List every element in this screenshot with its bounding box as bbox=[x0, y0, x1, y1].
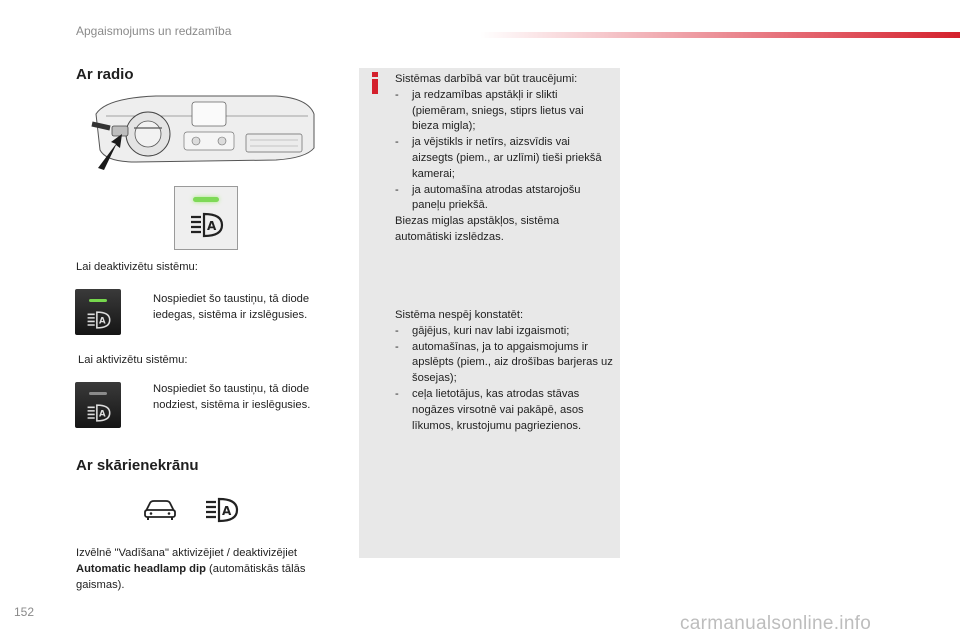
button-led-on-image bbox=[75, 289, 121, 335]
svg-text:A: A bbox=[222, 504, 232, 518]
svg-text:A: A bbox=[99, 409, 106, 420]
svg-text:A: A bbox=[207, 219, 217, 233]
button-zoom-illustration bbox=[174, 186, 238, 250]
info-paragraph-2: Sistēma nespēj konstatēt: - gājējus, kuri nav labi izgaismoti; - automašīnas, ja to apgaismojums ir apslēpts (piem., aiz drošības barjeras uz šosejas); - ceļa lietotājus, kas atrodas stāvas nogāzes virsotnē vai pakāpē, asos līkumos, krustojumu pagriezienos. bbox=[395, 309, 613, 432]
heading-touchscreen: Ar skārienekrānu bbox=[76, 457, 199, 474]
led-on-indicator bbox=[193, 197, 219, 202]
deactivate-intro: Lai deaktivizētu sistēmu: bbox=[76, 261, 198, 273]
heading-radio: Ar radio bbox=[76, 66, 134, 83]
touchscreen-instruction: Izvēlnē "Vadīšana" aktivizējiet / deaktivizējiet Automatic headlamp dip (automātiskās tālās gaismas). bbox=[76, 547, 306, 591]
activate-step: Nospiediet šo taustiņu, tā diode nodziest, sistēma ir ieslēgusies. bbox=[138, 381, 338, 413]
dashboard-illustration bbox=[76, 88, 318, 178]
watermark: carmanualsonline.info bbox=[680, 613, 872, 634]
car-icon bbox=[143, 498, 177, 522]
led-off bbox=[89, 392, 107, 395]
menu-option-name: Automatic headlamp dip bbox=[76, 563, 206, 575]
button-led-off-image bbox=[75, 382, 121, 428]
bullet-icon bbox=[138, 291, 153, 323]
auto-high-beam-icon bbox=[86, 403, 112, 423]
header-accent-bar bbox=[480, 32, 960, 38]
page-number: 152 bbox=[14, 605, 35, 619]
deactivate-step: Nospiediet šo taustiņu, tā diode iedegas, sistēma ir izslēgusies. bbox=[138, 291, 338, 323]
bullet-icon bbox=[138, 381, 153, 413]
activate-intro: Lai aktivizētu sistēmu: bbox=[78, 354, 188, 366]
auto-high-beam-icon bbox=[86, 310, 112, 330]
led-on bbox=[89, 299, 107, 302]
info-icon bbox=[368, 72, 382, 94]
auto-high-beam-icon bbox=[204, 496, 240, 524]
auto-high-beam-icon bbox=[189, 211, 225, 239]
svg-text:A: A bbox=[99, 316, 106, 327]
section-title: Apgaismojums un redzamība bbox=[76, 24, 232, 38]
info-paragraph-1: Sistēmas darbībā var būt traucējumi: - ja redzamības apstākļi ir slikti (piemēram, sniegs, stiprs lietus vai bieza migla); - ja vējstikls ir netīrs, aizsvīdis vai aizsegts (piem., ar uzlīmi) tieši priekšā kamerai; - ja automašīna atrodas atstarojošu paneļu priekšā. Biezas miglas apstākļos, sistēma automātiski izslēdzas. bbox=[395, 73, 602, 243]
